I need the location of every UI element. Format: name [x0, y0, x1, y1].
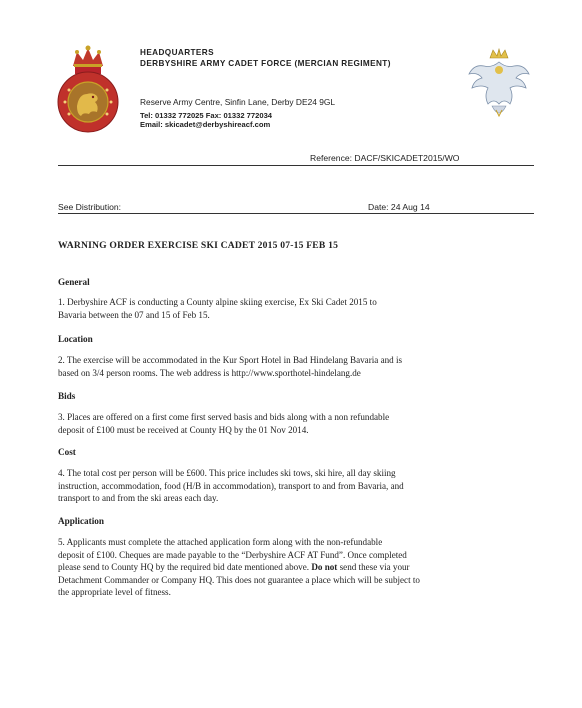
section-body-cost	[58, 467, 528, 505]
paragraph-line: 4. The total cost per person will be £600. This price includes ski tows, ski hire, all day skiing	[58, 468, 396, 478]
paragraph-line: 5. Applicants must complete the attached application form along with the non-refundable	[58, 537, 383, 547]
army-cadet-force-crest-icon	[53, 44, 123, 136]
paragraph-line: transport to and from the ski areas each day.	[58, 493, 219, 503]
section-heading-application: Application	[58, 516, 104, 526]
section-heading-location: Location	[58, 334, 93, 344]
hq-phone: Tel: 01332 772025 Fax: 01332 772034	[140, 111, 273, 120]
paragraph-line: 3. Places are offered on a first come first served basis and bids along with a non refundable	[58, 412, 390, 422]
paragraph-line: the appropriate level of fitness.	[58, 587, 171, 597]
paragraph-line: 2. The exercise will be accommodated in the Kur Sport Hotel in Bad Hindelang Bavaria and is	[58, 355, 403, 365]
distribution-label: See Distribution:	[58, 202, 122, 212]
paragraph-line: Detachment Commander or Company HQ. This does not guarantee a place which will be subject to	[58, 574, 420, 585]
hq-email: Email: skicadet@derbyshireacf.com	[140, 120, 271, 129]
section-heading-bids: Bids	[58, 391, 76, 401]
paragraph-line: instruction, accommodation, food (H/B in accommodation), transport to and from Bavaria, and	[58, 480, 404, 491]
paragraph-line: Bavaria between the 07 and 15 of Feb 15.	[58, 309, 210, 320]
section-body-general	[58, 296, 528, 321]
section-body-location	[58, 354, 528, 379]
paragraph-line	[58, 561, 528, 574]
document-date: Date: 24 Aug 14	[368, 202, 430, 212]
reference: Reference: DACF/SKICADET2015/WO	[310, 153, 460, 163]
paragraph-line: deposit of £100 must be received at County HQ by the 01 Nov 2014.	[58, 424, 309, 435]
section-heading-cost: Cost	[58, 447, 76, 457]
paragraph-text: please send to County HQ by the required bid date mentioned above.	[58, 562, 310, 572]
hq-subtitle: DERBYSHIRE ARMY CADET FORCE (MERCIAN REGIMENT)	[140, 59, 391, 68]
paragraph-text: send these via your	[337, 562, 410, 572]
section-body-application	[58, 536, 528, 599]
distribution-divider	[58, 213, 534, 214]
order-title: WARNING ORDER EXERCISE SKI CADET 2015 07-15 FEB 15	[58, 240, 339, 251]
paragraph-line: 1. Derbyshire ACF is conducting a County alpine skiing exercise, Ex Ski Cadet 2015 to	[58, 297, 377, 307]
reference-divider	[58, 165, 534, 166]
section-body-bids	[58, 411, 528, 436]
hq-address: Reserve Army Centre, Sinfin Lane, Derby DE24 9GL	[140, 97, 336, 107]
emphasis-text: Do not	[311, 562, 338, 572]
paragraph-line: based on 3/4 person rooms. The web address is http://www.sporthotel-hindelang.de	[58, 367, 361, 378]
hq-title: HEADQUARTERS	[140, 48, 214, 57]
mercian-eagle-crest-icon	[466, 48, 532, 122]
paragraph-line: deposit of £100. Cheques are made payable to the “Derbyshire ACF AT Fund”. Once completed	[58, 549, 407, 560]
section-heading-general: General	[58, 277, 90, 287]
